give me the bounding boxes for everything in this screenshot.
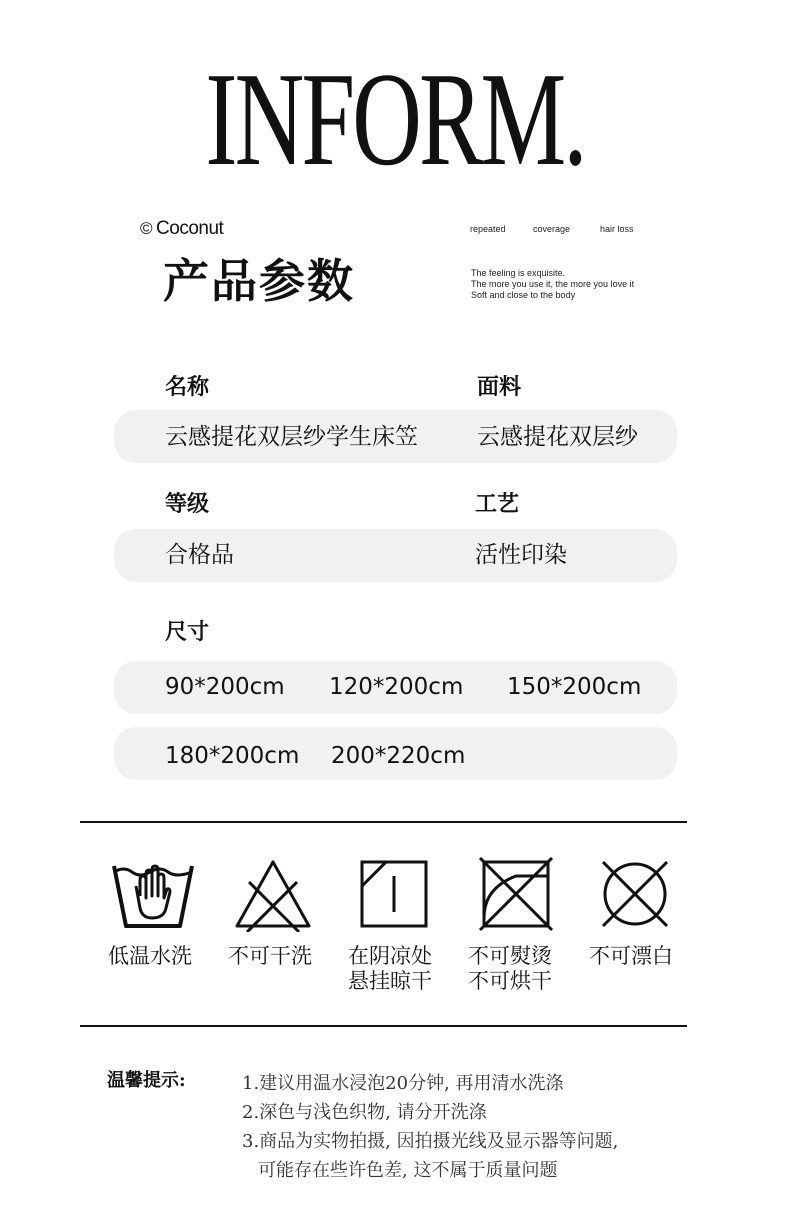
- brand-name: Coconut: [156, 218, 224, 239]
- care-label-line: 悬挂晾干: [348, 969, 432, 993]
- care-label: [583, 944, 679, 969]
- tip-line: 2.深色与浅色织物, 请分开洗涤: [242, 1102, 487, 1123]
- care-label: [222, 944, 318, 969]
- care-label-line: 不可烘干: [468, 969, 552, 993]
- divider-top: [80, 821, 687, 823]
- care-label-line: 低温水洗: [108, 944, 192, 968]
- page-heading: 产品参数: [163, 254, 355, 308]
- slogan-line: The feeling is exquisite.: [471, 268, 566, 278]
- care-label-line: 不可熨烫: [468, 944, 552, 968]
- craft-label: 工艺: [475, 492, 520, 517]
- brand-logo: [140, 218, 223, 240]
- craft-value: 活性印染: [475, 542, 567, 568]
- size-value: 180*200cm: [165, 743, 300, 769]
- name-label: 名称: [165, 375, 210, 400]
- no-dry-clean-icon: [233, 856, 313, 932]
- fabric-value: 云感提花双层纱: [477, 424, 638, 450]
- care-label-line: 不可漂白: [589, 944, 673, 968]
- care-label-line: 不可干洗: [228, 944, 312, 968]
- fabric-label: 面料: [477, 375, 522, 400]
- care-label: [102, 944, 198, 969]
- copyright-icon: ©: [140, 219, 153, 238]
- tag-coverage: coverage: [533, 224, 571, 234]
- size-value: 150*200cm: [507, 674, 642, 700]
- tips-title: 温馨提示:: [107, 1070, 186, 1091]
- care-label-line: 在阴凉处: [348, 944, 432, 968]
- shade-hang-dry-icon: [358, 856, 430, 932]
- hand-wash-icon: [110, 856, 196, 932]
- tip-line: 3.商品为实物拍摄, 因拍摄光线及显示器等问题,: [242, 1131, 619, 1152]
- grade-value: 合格品: [165, 542, 234, 568]
- grade-label: 等级: [165, 492, 210, 517]
- size-value: 120*200cm: [329, 674, 464, 700]
- divider-bottom: [80, 1025, 687, 1027]
- care-label: [462, 944, 558, 994]
- size-value: 90*200cm: [165, 674, 285, 700]
- size-value: 200*220cm: [331, 743, 466, 769]
- name-value: 云感提花双层纱学生床笠: [165, 424, 418, 450]
- no-bleach-icon: [597, 856, 673, 932]
- tip-line: 1.建议用温水浸泡20分钟, 再用清水洗涤: [242, 1073, 564, 1094]
- tip-line: 可能存在些许色差, 这不属于质量问题: [258, 1160, 558, 1181]
- tag-hair-loss: hair loss: [600, 224, 634, 234]
- slogan: [471, 268, 634, 301]
- care-label: [342, 944, 438, 994]
- slogan-line: Soft and close to the body: [471, 290, 576, 300]
- tag-repeated: repeated: [470, 224, 506, 234]
- slogan-line: The more you use it, the more you love it: [471, 279, 635, 289]
- no-iron-no-tumble-dry-icon: [478, 856, 554, 932]
- size-label: 尺寸: [165, 620, 210, 645]
- inform-title: INFORM.: [205, 45, 585, 193]
